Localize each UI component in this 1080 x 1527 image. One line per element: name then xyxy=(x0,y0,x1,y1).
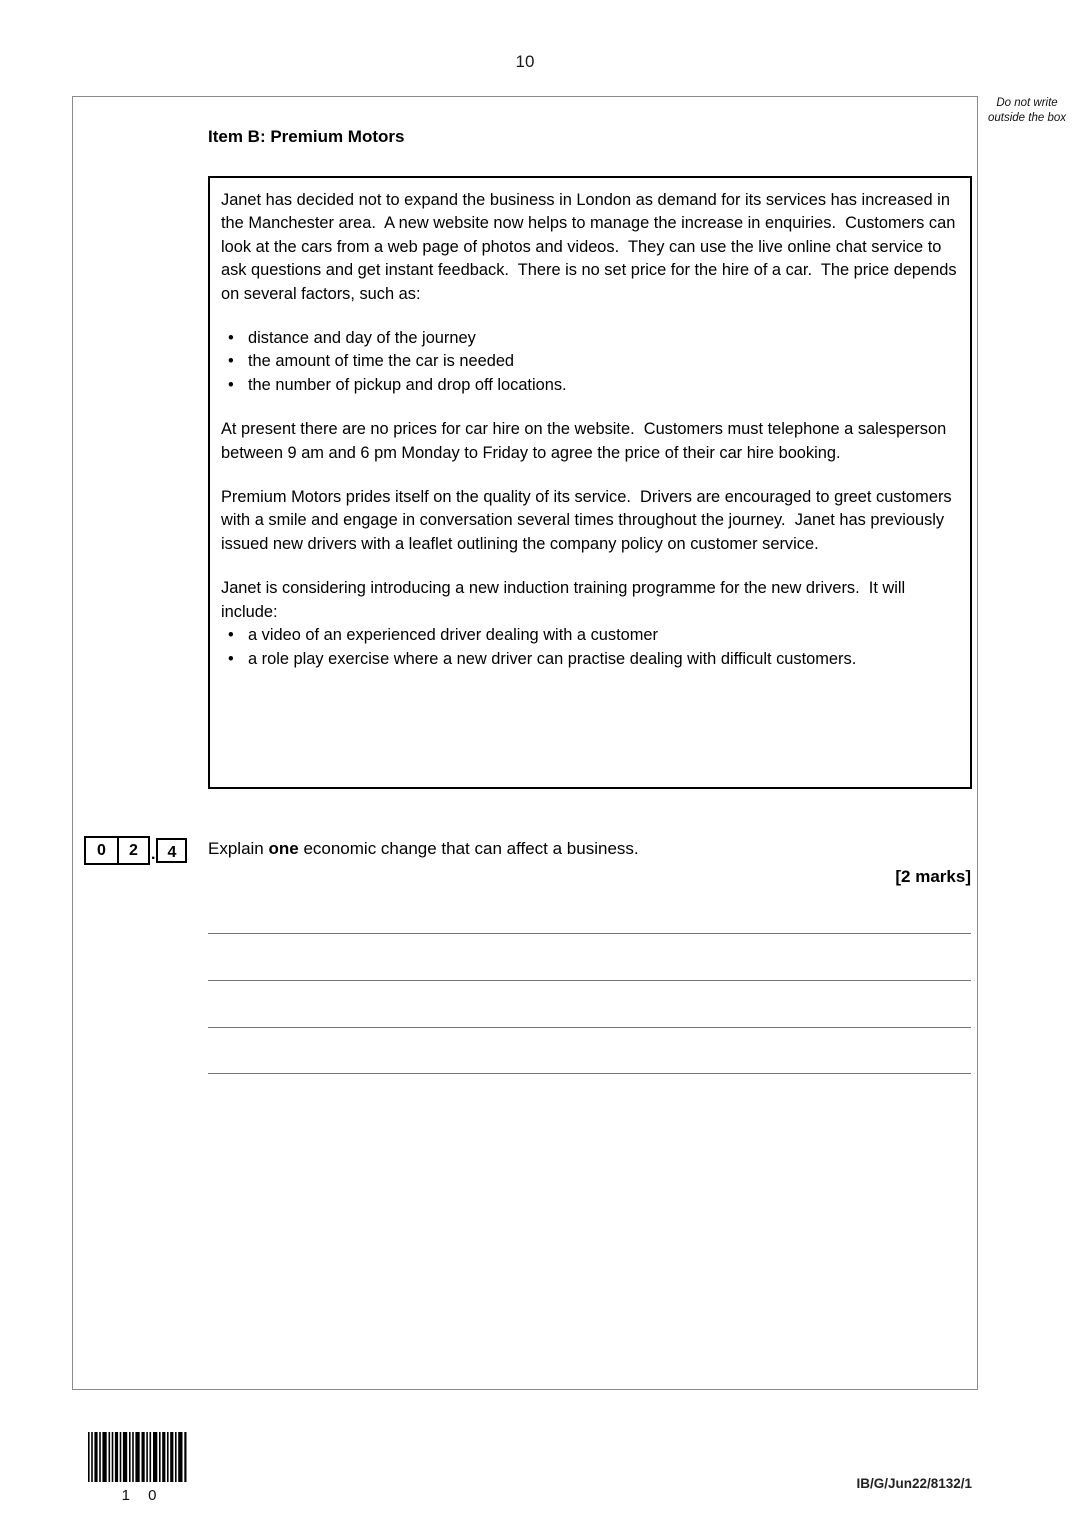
page-number: 10 xyxy=(515,52,535,71)
question-number xyxy=(84,836,187,865)
footer-reference-code: IB/G/Jun22/8132/1 xyxy=(856,1476,972,1491)
question-text-end: economic change that can affect a business. xyxy=(298,839,639,858)
bullet-icon: • xyxy=(228,329,234,348)
question-part-digit: 4 xyxy=(156,838,187,863)
list-item xyxy=(221,624,960,647)
question-text-start: Explain xyxy=(208,839,269,858)
do-not-write-note: Do not write outside the box xyxy=(987,97,1066,124)
question-number-digit: 0 xyxy=(86,838,117,863)
induction-training-list xyxy=(221,624,960,671)
list-item-text: a video of an experienced driver dealing with a customer xyxy=(248,626,658,645)
bullet-icon: • xyxy=(228,352,234,371)
list-item xyxy=(221,648,960,671)
case-study-box xyxy=(208,176,972,789)
answer-line xyxy=(208,1073,971,1074)
list-item xyxy=(221,327,960,350)
list-item-text: the amount of time the car is needed xyxy=(248,352,515,371)
question-number-digit: 2 xyxy=(117,838,148,863)
case-study-paragraph-2: At present there are no prices for car hire on the website. Customers must telephone a salesperson between 9 am and 6 pm Monday to Friday to agree the price of their car hire booking. xyxy=(221,420,951,462)
question-text xyxy=(208,839,972,859)
question-text-emphasis: one xyxy=(268,839,299,858)
price-factors-list xyxy=(221,327,960,397)
list-item-text: distance and day of the journey xyxy=(248,329,476,348)
case-study-paragraph-4: Janet is considering introducing a new induction training programme for the new drivers. It will include: xyxy=(221,579,910,621)
list-item xyxy=(221,374,960,397)
answer-line xyxy=(208,980,971,981)
list-item-text: a role play exercise where a new driver can practise dealing with difficult customers. xyxy=(248,649,857,668)
case-study-paragraph-3: Premium Motors prides itself on the quality of its service. Drivers are encouraged to greet customers with a smile and engage in conversation several times throughout the journey. Janet has previously issued new drivers with a leaflet outlining the company policy on customer service. xyxy=(221,488,957,553)
marks-label: [2 marks] xyxy=(895,867,971,886)
bullet-icon: • xyxy=(228,649,234,668)
item-heading: Item B: Premium Motors xyxy=(208,127,405,146)
case-study-paragraph-1: Janet has decided not to expand the business in London as demand for its services has increased in the Manchester area. A new website now helps to manage the increase in enquiries. Customers can look at the cars from a web page of photos and videos. They can use the live online chat service to ask questions and get instant feedback. There is no set price for the hire of a car. The price depends on several factors, such as: xyxy=(221,191,962,303)
question-number-separator: . xyxy=(151,845,156,863)
list-item-text: the number of pickup and drop off locations. xyxy=(248,375,567,394)
bullet-icon: • xyxy=(228,626,234,645)
barcode-image xyxy=(88,1432,190,1482)
list-item xyxy=(221,350,960,373)
question-number-group xyxy=(84,836,150,865)
page-content-frame xyxy=(72,96,978,1390)
barcode-text: 1 0 xyxy=(121,1487,157,1504)
answer-line xyxy=(208,1027,971,1028)
answer-line xyxy=(208,933,971,934)
bullet-icon: • xyxy=(228,375,234,394)
barcode xyxy=(88,1432,190,1504)
